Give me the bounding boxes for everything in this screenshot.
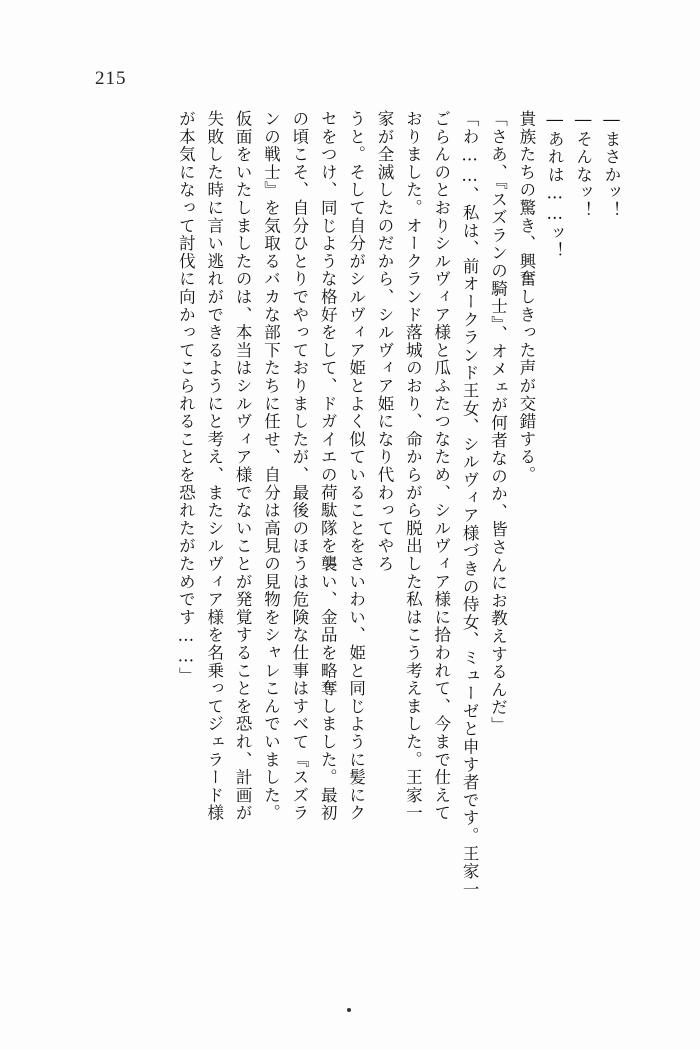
text-line: 「さあ、『スズランの騎士』、オメェが何者なのか、皆さんにお教えするんだ」 — [488, 110, 508, 735]
text-line: 貴族たちの驚き、興奮しきった声が交錯する。 — [516, 110, 536, 484]
footer-dot-mark — [347, 1008, 351, 1012]
text-line: ―そんなッ！ — [573, 110, 593, 220]
text-line: おりました。オークランド落城のおり、命からがら脱出した私はこう考えました。王家一 — [403, 110, 423, 822]
text-line: 仮面をいたしましたのは、本当はシルヴィア様でないことが発覚することを恐れ、計画が — [233, 110, 253, 822]
vertical-text-body — [85, 110, 625, 970]
text-line: ―まさかッ！ — [602, 110, 621, 220]
text-line: 家が全滅したのだから、シルヴィア姫になり代わってやろ — [375, 110, 394, 573]
text-line: うと。そして自分がシルヴィア姫とよく似ていることをさいわい、姫と同じように髪にク — [346, 110, 366, 822]
text-line: セをつけ、同じような格好をして、ドガイエの荷駄隊を襲い、金品を略奪しました。最初 — [318, 110, 338, 822]
text-line: ンの戦士』を気取るバカな部下たちに任せ、自分は高見の見物をシャレこんでいました。 — [261, 110, 281, 822]
text-line: が本気になって討伐に向かってこられることを恐れたがためです……」 — [176, 110, 196, 685]
text-line: ごらんのとおりシルヴィア様と瓜ふたつなため、シルヴィア様に拾われて、今まで仕えて — [431, 110, 451, 822]
text-line: ―あれは……ッ！ — [545, 110, 565, 260]
text-line: 「わ……、私は、前オークランド王女、シルヴィア様づきの侍女、ミューゼと申す者です。王家一 — [460, 110, 480, 899]
page-number: 215 — [95, 68, 127, 89]
text-line: の頃こそ、自分ひとりでやっておりましたが、最後のほうは危険な仕事はすべて『スズラ — [289, 110, 309, 822]
text-line: 失敗した時に言い逃れができるようにと考え、またシルヴィア様を名乗ってジェラード様 — [204, 110, 224, 822]
